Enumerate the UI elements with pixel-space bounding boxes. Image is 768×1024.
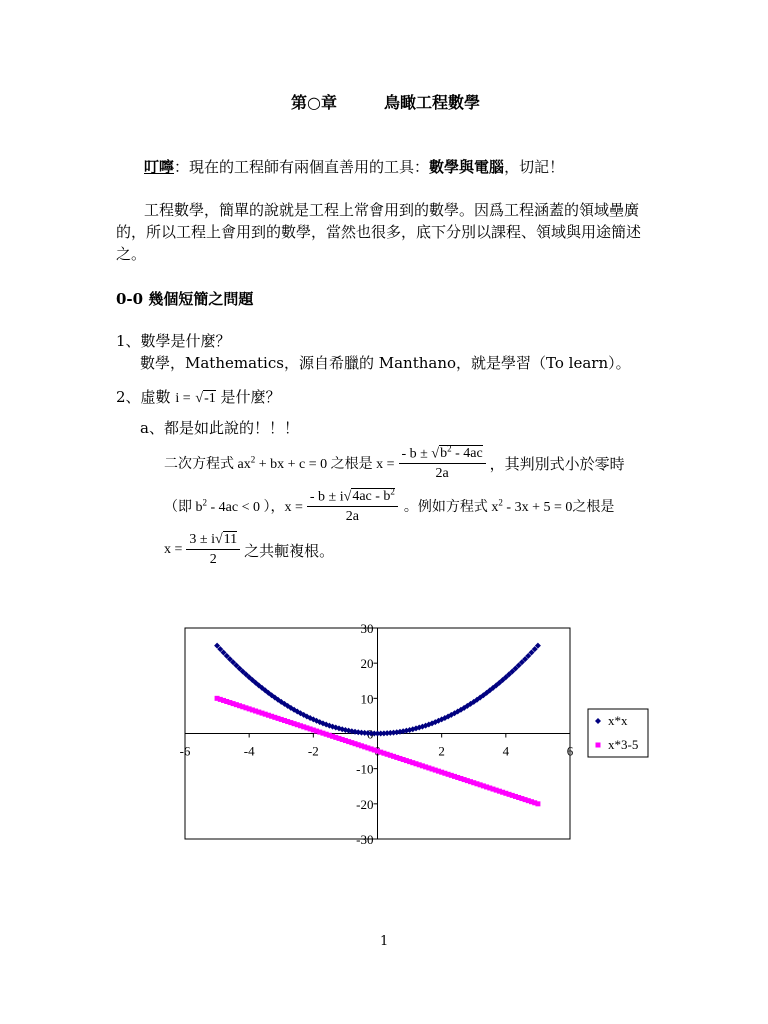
legend-label: x*3-5 <box>608 737 639 752</box>
question-2-label: 2、虛數 <box>116 388 171 406</box>
example-x-eq: x = <box>164 542 183 557</box>
example-equation: 。例如方程式 $x^2 - 3x + 5 = 0$之根是 <box>403 497 615 515</box>
y-tick-label: 20 <box>360 656 374 672</box>
reminder-text: 現在的工程師有兩個直善用的工具： <box>189 158 430 176</box>
x-tick-label: -6 <box>179 743 191 759</box>
legend <box>588 709 648 757</box>
data-point <box>535 801 540 806</box>
intro-line-1: 工程數學，簡單的說就是工程上常會用到的數學。因爲工程涵蓋的領域壘廣 <box>144 201 640 219</box>
discriminant-text: ，其判別式小於零時 <box>489 454 625 473</box>
intro-line-3: 之。 <box>116 245 147 263</box>
y-tick-label: -20 <box>356 796 374 812</box>
imag-unit-eq: i = <box>175 391 191 406</box>
reminder-colon: ： <box>174 158 190 176</box>
quadratic-equation: 二次方程式 $ax^2$ + bx + c = 0 之根是 x = <box>164 454 395 472</box>
answer-1: 數學，Mathematics，源自希臘的 Manthano，就是學習（To learn）。 <box>140 354 631 372</box>
x-tick-label: -2 <box>307 743 319 759</box>
legend-marker <box>596 743 601 748</box>
reminder-label: 叮嚀 <box>144 158 175 176</box>
conjugate-text: 之共軛複根。 <box>244 541 335 560</box>
quadratic-formula: $\frac{- b \pm √b^2 - 4ac}{2a}$ <box>399 444 486 483</box>
x-tick-label: 6 <box>566 743 574 759</box>
y-tick-label: -10 <box>356 761 374 777</box>
complex-root-formula: $\frac{- b \pm i√4ac - b^2}{2a}$ <box>307 487 398 526</box>
x-tick-label: -4 <box>243 743 255 759</box>
legend-label: x*x <box>608 713 628 728</box>
sub-a-label: a、都是如此說的！！！ <box>140 419 299 437</box>
sqrt-argument: -1 <box>204 391 216 406</box>
chapter-label: 第○章 <box>291 93 337 112</box>
y-tick-label: 10 <box>360 691 374 707</box>
page-title: 鳥瞰工程數學 <box>384 93 481 112</box>
reminder-emphasis: 數學與電腦 <box>429 158 505 176</box>
page-number: 1 <box>380 934 389 949</box>
discriminant-condition: （即 $b^2 - 4ac < 0$ ），x = <box>164 497 303 515</box>
x-tick-label: 4 <box>502 743 510 759</box>
section-heading: 0-0 幾個短簡之問題 <box>116 290 254 308</box>
intro-line-2: 的，所以工程上會用到的數學，當然也很多，底下分別以課程、領域與用途簡述 <box>116 223 642 241</box>
question-2-tail: 是什麼？ <box>220 388 281 406</box>
example-root: $\frac{3 \pm i√11}{2}$ <box>186 532 240 568</box>
y-tick-label: 30 <box>360 621 374 636</box>
question-1: 1、數學是什麼？ <box>116 332 231 350</box>
sqrt-expression: √-1 <box>195 391 216 406</box>
y-tick-label: -30 <box>356 832 374 847</box>
x-tick-label: 2 <box>438 743 445 759</box>
reminder-tail: ，切記！ <box>504 158 565 176</box>
